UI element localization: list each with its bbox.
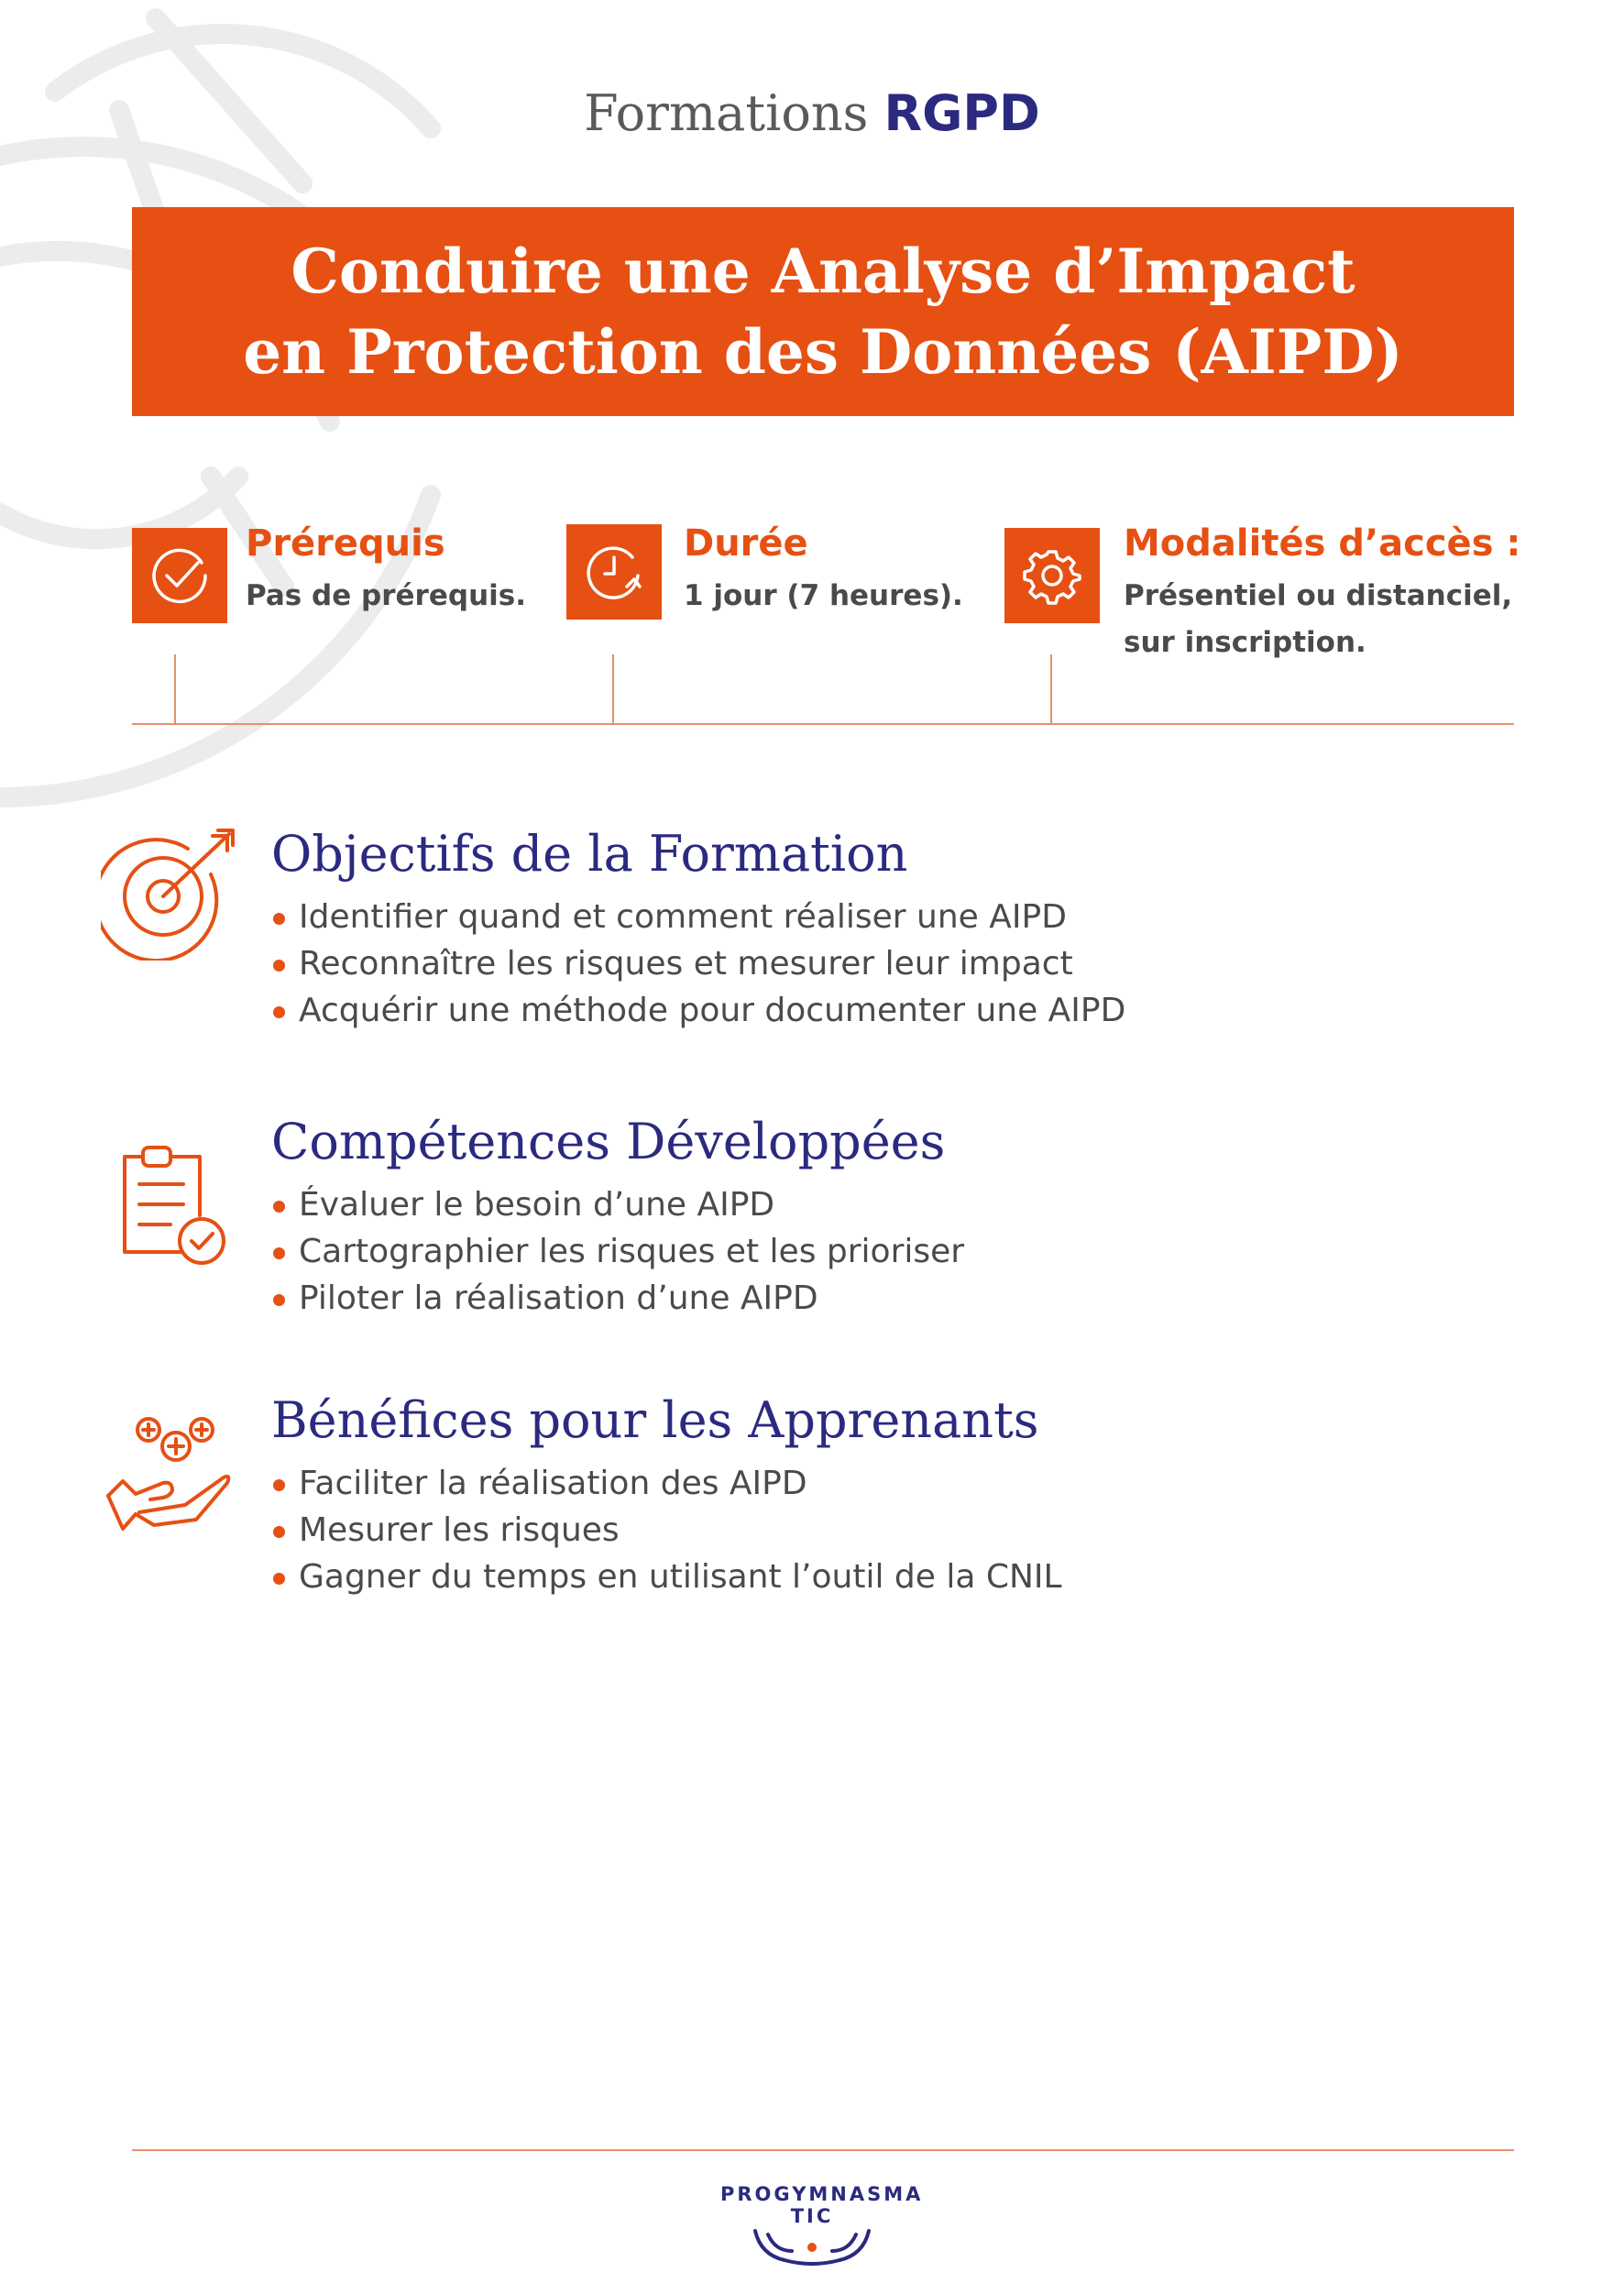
list-item: Acquérir une méthode pour documenter une AIPD <box>271 987 1125 1034</box>
objectives-title: Objectifs de la Formation <box>271 825 908 883</box>
access-text-line-1: Présentiel ou distanciel, <box>1124 579 1513 612</box>
prerequisites-text: Pas de prérequis. <box>246 579 526 612</box>
hand-plus-icon <box>103 1410 240 1538</box>
objectives-list <box>271 894 1125 1034</box>
clock-icon <box>566 524 662 620</box>
bullet-dot <box>273 1247 285 1259</box>
info-divider <box>1050 654 1052 724</box>
footer-divider <box>132 2149 1514 2151</box>
banner-title-line-1: Conduire une Analyse d’Impact <box>291 236 1355 307</box>
info-baseline <box>132 723 1514 725</box>
banner-title-line-2: en Protection des Données (AIPD) <box>243 316 1403 388</box>
skills-list <box>271 1181 964 1322</box>
access-text-line-2: sur inscription. <box>1124 626 1366 659</box>
header-prefix: Formations <box>584 84 869 142</box>
company-logo <box>720 2183 924 2271</box>
bullet-dot <box>273 1294 285 1306</box>
logo-mark-icon <box>748 2227 876 2268</box>
bullet-dot <box>273 913 285 925</box>
list-item: Cartographier les risques et les prioriser <box>271 1228 964 1275</box>
bullet-dot <box>273 960 285 972</box>
list-item: Évaluer le besoin d’une AIPD <box>271 1181 964 1228</box>
target-icon <box>101 823 238 961</box>
clipboard-check-icon <box>117 1136 231 1274</box>
list-item: Reconnaître les risques et mesurer leur impact <box>271 940 1125 987</box>
bullet-dot <box>273 1573 285 1585</box>
header-emphasis: RGPD <box>883 84 1040 142</box>
skills-title: Compétences Développées <box>271 1113 946 1170</box>
list-item: Piloter la réalisation d’une AIPD <box>271 1275 964 1322</box>
logo-wordmark-sub: TIC <box>790 2205 834 2227</box>
list-item: Mesurer les risques <box>271 1507 1062 1554</box>
prerequisites-title: Prérequis <box>246 522 445 565</box>
list-item: Identifier quand et comment réaliser une AIPD <box>271 894 1125 940</box>
gear-icon <box>1004 528 1100 623</box>
benefits-title: Bénéfices pour les Apprenants <box>271 1391 1039 1449</box>
list-item: Gagner du temps en utilisant l’outil de la CNIL <box>271 1554 1062 1600</box>
logo-wordmark: PROGYMNASMA <box>720 2183 924 2205</box>
duration-title: Durée <box>684 522 808 565</box>
benefits-list <box>271 1460 1062 1600</box>
title-banner <box>132 207 1514 416</box>
bullet-dot <box>273 1201 285 1213</box>
bullet-dot <box>273 1479 285 1491</box>
access-title: Modalités d’accès : <box>1124 522 1521 565</box>
list-item: Faciliter la réalisation des AIPD <box>271 1460 1062 1507</box>
bullet-dot <box>273 1526 285 1538</box>
duration-text: 1 jour (7 heures). <box>684 579 963 612</box>
bullet-dot <box>273 1006 285 1018</box>
info-divider <box>174 654 176 724</box>
page-header <box>0 84 1624 142</box>
info-divider <box>612 654 614 724</box>
check-circle-icon <box>132 528 227 623</box>
